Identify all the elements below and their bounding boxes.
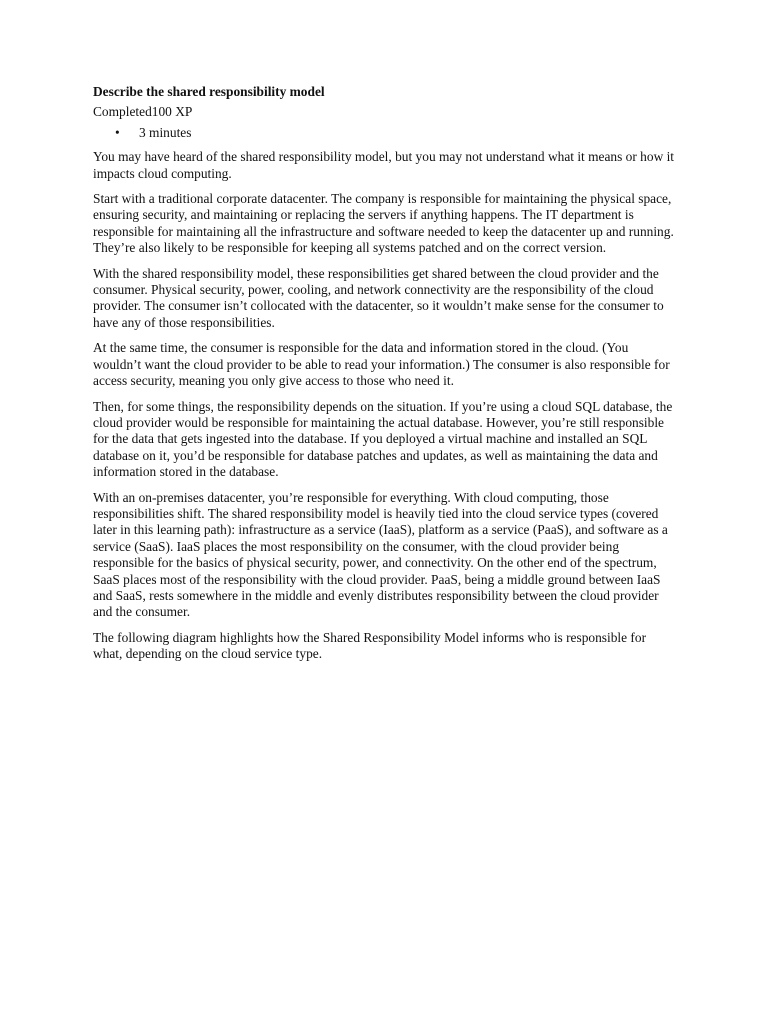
duration-list	[93, 125, 675, 141]
paragraph-traditional-datacenter: Start with a traditional corporate datacenter. The company is responsible for maintaining the physical space, ensuring security, and maintaining or replacing the servers if anything happens. The IT department is responsible for maintaining all the infrastructure and software needed to keep the datacenter up and running. They’re also likely to be responsible for keeping all systems patched and on the correct version.	[93, 191, 674, 256]
document-page	[93, 84, 675, 672]
completion-status: Completed100 XP	[93, 104, 193, 120]
duration-text: 3 minutes	[139, 124, 192, 140]
paragraph-consumer-responsibility: At the same time, the consumer is responsible for the data and information stored in the cloud. (You wouldn’t want the cloud provider to be able to read your information.) The consumer is also responsible for access security, meaning you only give access to those who need it.	[93, 340, 670, 389]
list-item	[93, 125, 675, 141]
paragraph-shared-model: With the shared responsibility model, these responsibilities get shared between the cloud provider and the consumer. Physical security, power, cooling, and network connectivity are the responsibility of the cloud provider. The consumer isn’t collocated with the datacenter, so it wouldn’t make sense for the consumer to have any of those responsibilities.	[93, 265, 664, 330]
page-title: Describe the shared responsibility model	[93, 84, 325, 99]
paragraph-diagram-intro: The following diagram highlights how the Shared Responsibility Model informs who is responsible for what, depending on the cloud service type.	[93, 629, 647, 662]
paragraph-intro: You may have heard of the shared responsibility model, but you may not understand what it means or how it impacts cloud computing.	[93, 149, 675, 181]
paragraph-service-types: With an on-premises datacenter, you’re responsible for everything. With cloud computing, those responsibilities shift. The shared responsibility model is heavily tied into the cloud service types (covered later in this learning path): infrastructure as a service (IaaS), platform as a service (PaaS), and software as a service (SaaS). IaaS places the most responsibility on the consumer, with the cloud provider being responsible for the basics of physical security, power, and connectivity. On the other end of the spectrum, SaaS places most of the responsibility with the cloud provider. PaaS, being a middle ground between IaaS and SaaS, rests somewhere in the middle and evenly distributes responsibility between the cloud provider and the consumer.	[93, 489, 668, 620]
bullet-icon: •	[115, 124, 120, 140]
paragraph-situational: Then, for some things, the responsibility depends on the situation. If you’re using a cloud SQL database, the cloud provider would be responsible for maintaining the actual database. However, you’re still responsible for the data that gets ingested into the database. If you deployed a virtual machine and installed an SQL database on it, you’d be responsible for database patches and updates, as well as maintaining the data and information stored in the database.	[93, 398, 673, 480]
